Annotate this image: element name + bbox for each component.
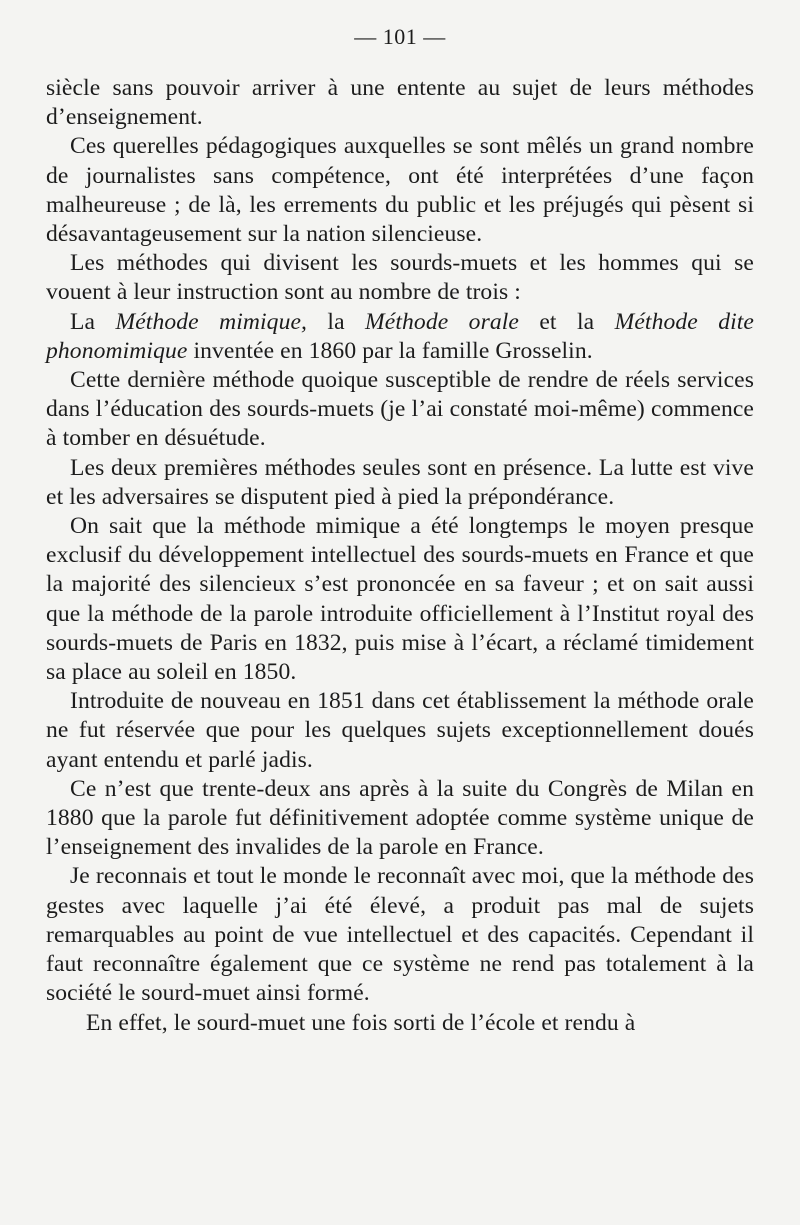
paragraph-2: Ces querelles pédagogiques auxquelles se sont mêlés un grand nombre de journalistes sans compétence, ont été interprétées d’une façon malheureuse ; de là, les errements du public et les préjugés qui pèsent si désavantageusement sur la nation silencieuse. bbox=[46, 133, 754, 248]
page-body bbox=[46, 74, 754, 1038]
paragraph-4 bbox=[46, 308, 754, 366]
paragraph-5: Cette dernière méthode quoique susceptible de rendre de réels services dans l’éducation des sourds-muets (je l’ai constaté moi-même) commence à tomber en désuétude. bbox=[46, 367, 754, 452]
paragraph-11: En effet, le sourd-muet une fois sorti de l’école et rendu à bbox=[86, 1009, 636, 1036]
paragraph-8: Introduite de nouveau en 1851 dans cet établissement la méthode orale ne fut réservée que pour les quelques sujets exceptionnellement doués ayant entendu et parlé jadis. bbox=[46, 688, 754, 773]
method-mimique-italic: Méthode mimique, bbox=[115, 308, 308, 335]
paragraph-7: On sait que la méthode mimique a été longtemps le moyen presque exclusif du développement intellectuel des sourds-muets en France et que la majorité des silencieux s’est prononcée en sa faveur ; et on sait aussi que la méthode de la parole introduite officiellement à l’Institut royal des sourds-muets de Paris en 1832, puis mise à l’écart, a réclamé timidement sa place au soleil en 1850. bbox=[46, 513, 754, 686]
paragraph-9: Ce n’est que trente-deux ans après à la suite du Congrès de Milan en 1880 que la parole fut définitivement adoptée comme système unique de l’enseignement des invalides de la parole en France. bbox=[46, 775, 754, 861]
paragraph-6: Les deux premières méthodes seules sont en présence. La lutte est vive et les adversaires se disputent pied à pied la prépondérance. bbox=[46, 454, 754, 510]
paragraph-4-mid-2: et la bbox=[518, 308, 615, 335]
paragraph-3: Les méthodes qui divisent les sourds-muets et les hommes qui se vouent à leur instruction sont au nombre de trois : bbox=[46, 250, 754, 306]
paragraph-1: siècle sans pouvoir arriver à une entente au sujet de leurs méthodes d’enseignement. bbox=[46, 75, 754, 131]
paragraph-4-mid-1: la bbox=[307, 308, 366, 335]
paragraph-4-prefix: La bbox=[70, 308, 116, 335]
method-phonomimique-italic: Méthode dite phonomimique bbox=[46, 308, 754, 364]
paragraph-10: Je reconnais et tout le monde le reconnaît avec moi, que la méthode des gestes avec laquelle j’ai été élevé, a produit pas mal de sujets remarquables au point de vue intellectuel et des capacités. Cependant il faut reconnaître également que ce système ne rend pas totalement à la société le sourd-muet ainsi formé. bbox=[46, 863, 754, 1007]
method-orale-italic: Méthode orale bbox=[365, 308, 519, 335]
paragraph-4-suffix: inventée en 1860 par la famille Grosselin. bbox=[187, 337, 593, 364]
page-number: — 101 — bbox=[354, 24, 446, 49]
